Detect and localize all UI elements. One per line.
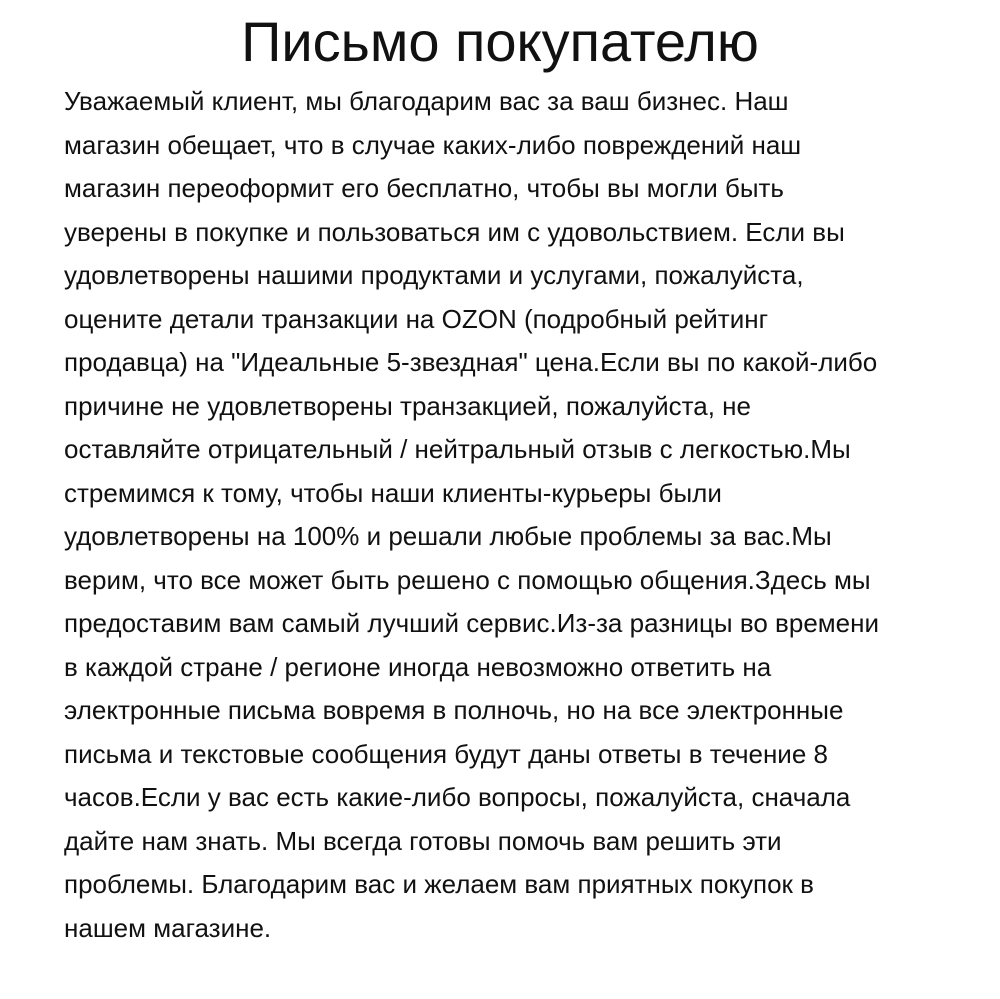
- letter-line: удовлетворены нашими продуктами и услугами, пожалуйста,: [64, 260, 804, 290]
- letter-line: Уважаемый клиент, мы благодарим вас за ваш бизнес. Наш: [64, 86, 789, 116]
- letter-line: продавца) на "Идеальные 5-звездная" цена.Если вы по какой-либо: [64, 347, 878, 377]
- letter-line: предоставим вам самый лучший сервис.Из-за разницы во времени: [64, 608, 880, 638]
- letter-line: причине не удовлетворены транзакцией, пожалуйста, не: [64, 390, 751, 421]
- letter-line: письма и текстовые сообщения будут даны ответы в течение 8: [64, 738, 828, 769]
- letter-line: магазин обещает, что в случае каких-либо повреждений наш: [64, 129, 802, 160]
- letter-line: стремимся к тому, чтобы наши клиенты-курьеры были: [64, 477, 722, 508]
- letter-line: удовлетворены на 100% и решали любые проблемы за вас.Мы: [64, 521, 832, 551]
- letter-line: часов.Если у вас есть какие-либо вопросы, пожалуйста, сначала: [64, 782, 851, 812]
- letter-line: оставляйте отрицательный / нейтральный отзыв с легкостью.Мы: [64, 434, 851, 464]
- letter-line: магазин переоформит его бесплатно, чтобы вы могли быть: [64, 173, 784, 203]
- letter-body: [64, 80, 964, 950]
- letter-line: в каждой стране / регионе иногда невозможно ответить на: [64, 651, 772, 682]
- letter-line: нашем магазине.: [64, 912, 272, 943]
- letter-line: верим, что все может быть решено с помощью общения.Здесь мы: [64, 564, 871, 595]
- letter-line: электронные письма вовремя в полночь, но на все электронные: [64, 695, 844, 725]
- letter-line: оцените детали транзакции на OZON (подробный рейтинг: [64, 303, 769, 334]
- page-title: Письмо покупателю: [241, 10, 759, 73]
- letter-line: дайте нам знать. Мы всегда готовы помочь вам решить эти: [64, 825, 782, 856]
- letter-line: проблемы. Благодарим вас и желаем вам приятных покупок в: [64, 869, 814, 899]
- letter-line: уверены в покупке и пользоваться им с удовольствием. Если вы: [64, 216, 845, 247]
